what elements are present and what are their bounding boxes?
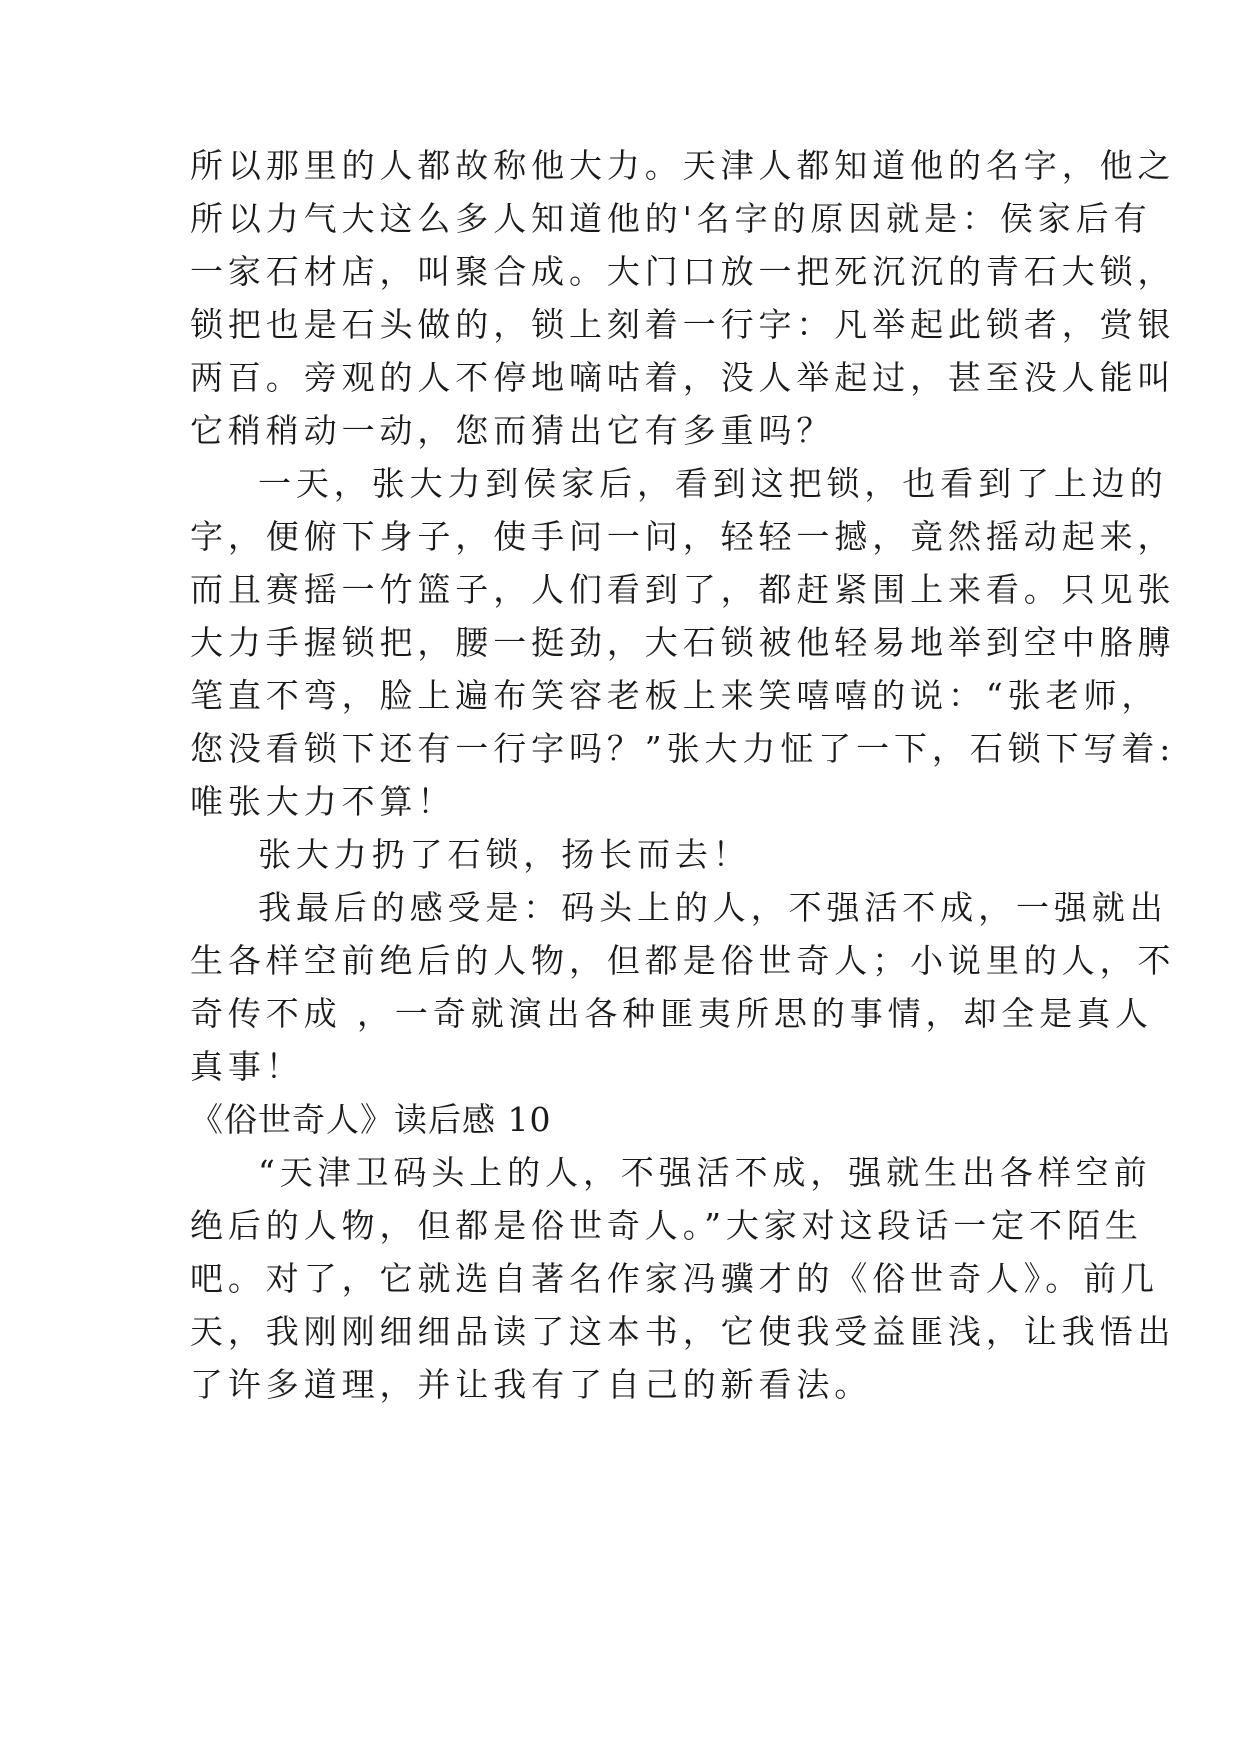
- paragraph-first-line: 一天，张大力到侯家后，看到这把锁，也看到了上边的: [258, 464, 1168, 503]
- text-line: 真事！: [190, 1047, 304, 1086]
- text-line: 所以力气大这么多人知道他的'名字的原因就是：侯家后有: [190, 199, 1152, 238]
- paragraph-first-line: 我最后的感受是：码头上的人，不强活不成，一强就出: [258, 888, 1168, 927]
- text-line: 绝后的人物，但都是俗世奇人。”大家对这段话一定不陌生: [190, 1206, 1143, 1245]
- text-line: 奇传不成 ，一奇就演出各种匪夷所思的事情，却全是真人: [190, 994, 1153, 1033]
- text-line: 了许多道理，并让我有了自己的新看法。: [190, 1365, 873, 1404]
- text-line: 一家石材店，叫聚合成。大门口放一把死沉沉的青石大锁，: [190, 252, 1176, 291]
- text-line: 天，我刚刚细细品读了这本书，它使我受益匪浅，让我悟出: [190, 1312, 1176, 1351]
- text-line: 而且赛摇一竹篮子，人们看到了，都赶紧围上来看。只见张: [190, 570, 1176, 609]
- text-line: 所以那里的人都故称他大力。天津人都知道他的名字，他之: [190, 146, 1176, 185]
- text-line: 吧。对了，它就选自著名作家冯骥才的《俗世奇人》。前几: [190, 1259, 1159, 1298]
- paragraph-first-line: 张大力扔了石锁，扬长而去！: [258, 835, 751, 874]
- text-line: 锁把也是石头做的，锁上刻着一行字：凡举起此锁者，赏银: [190, 305, 1176, 344]
- text-line: 笔直不弯，脸上遍布笑容老板上来笑嘻嘻的说：“张老师，: [190, 676, 1160, 715]
- text-line: 两百。旁观的人不停地嘀咕着，没人举起过，甚至没人能叫: [190, 358, 1176, 397]
- text-line: 生各样空前绝后的人物，但都是俗世奇人；小说里的人，不: [190, 941, 1176, 980]
- text-line: 大力手握锁把，腰一挺劲，大石锁被他轻易地举到空中胳膊: [190, 623, 1176, 662]
- section-heading: 《俗世奇人》读后感 10: [190, 1100, 552, 1139]
- text-line: 唯张大力不算！: [190, 782, 456, 821]
- text-line: 它稍稍动一动，您而猜出它有多重吗？: [190, 411, 835, 450]
- text-line: 字，便俯下身子，使手问一问，轻轻一撼，竟然摇动起来，: [190, 517, 1176, 556]
- text-line: 您没看锁下还有一行字吗？”张大力怔了一下，石锁下写着:: [190, 729, 1176, 768]
- paragraph-first-line: “天津卫码头上的人，不强活不成，强就生出各样空前: [258, 1153, 1152, 1192]
